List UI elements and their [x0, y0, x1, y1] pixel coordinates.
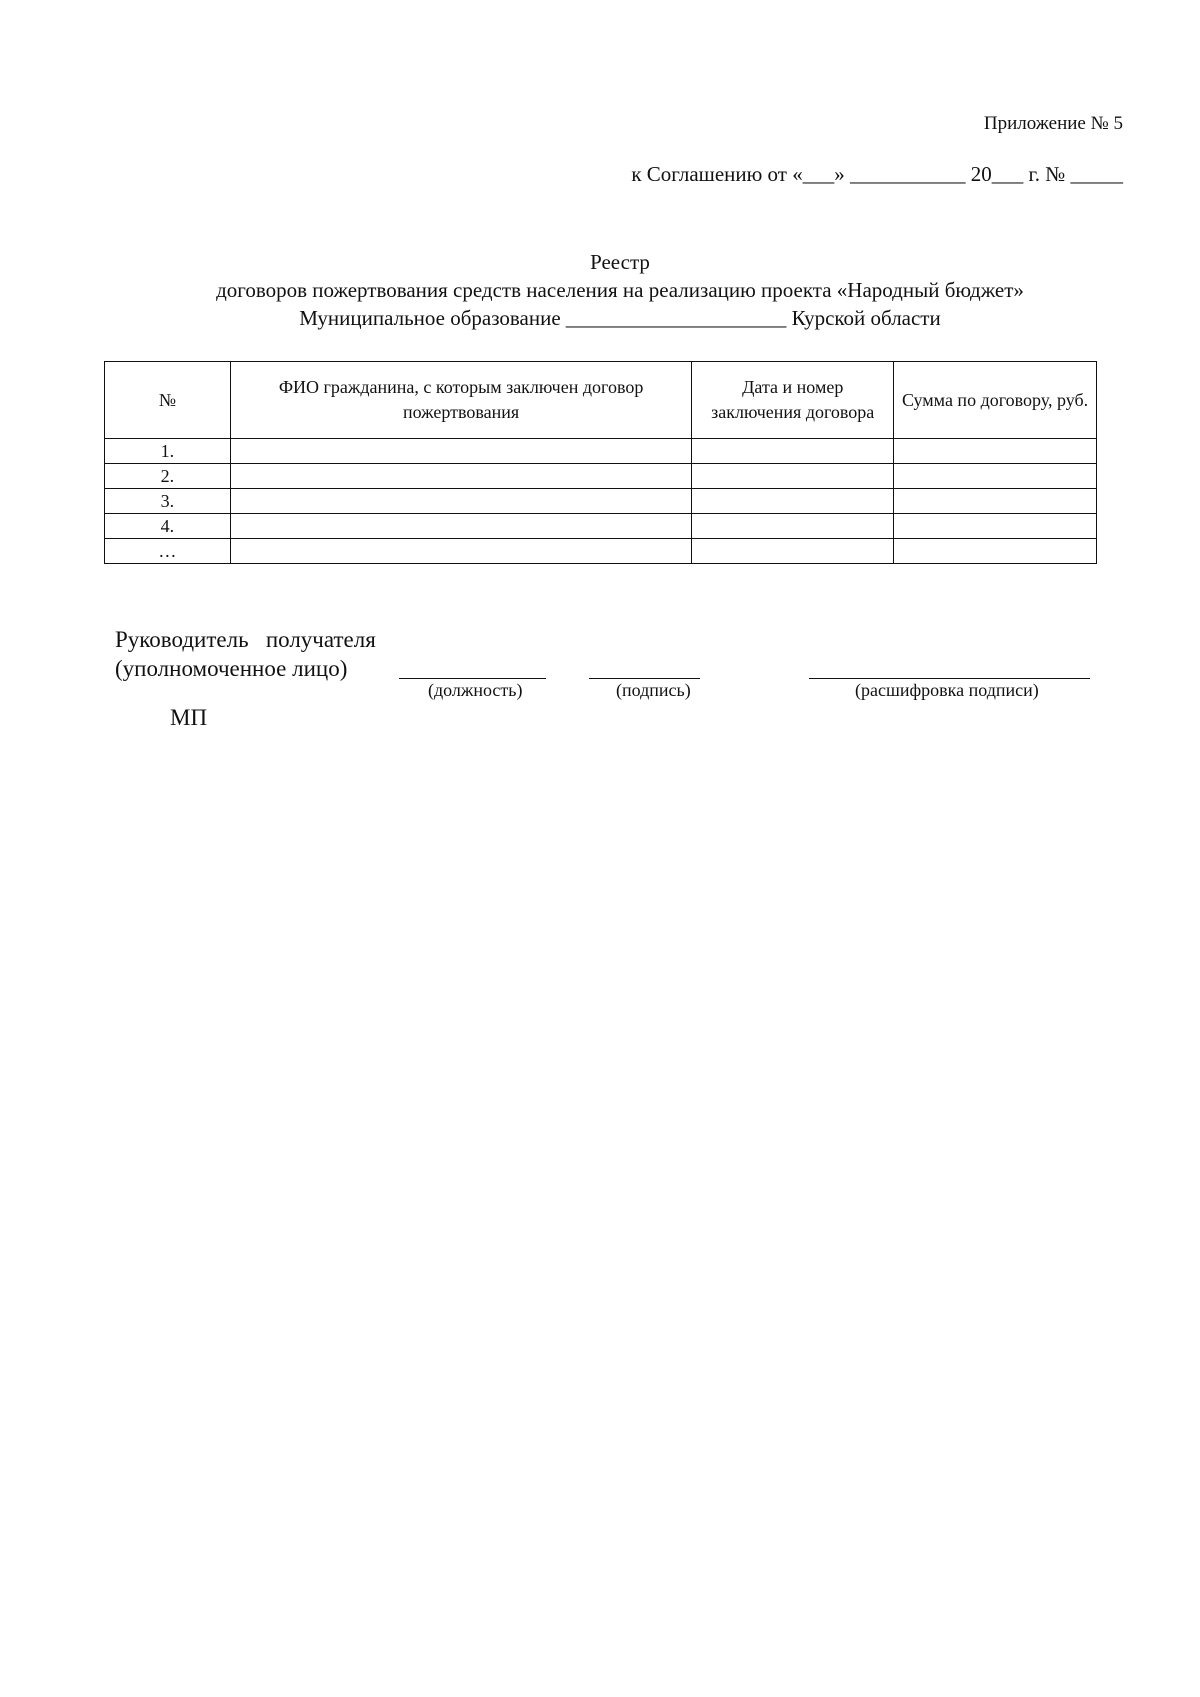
citizen-name-cell [230, 539, 691, 564]
amount-cell [894, 514, 1097, 539]
position-caption: (должность) [428, 680, 523, 700]
row-number-cell: 4. [105, 514, 231, 539]
name-blank-line [809, 678, 1090, 679]
signatory-line-authorized: (уполномоченное лицо) [115, 656, 348, 681]
amount-cell [894, 464, 1097, 489]
name-caption: (расшифровка подписи) [855, 680, 1039, 700]
table-row [105, 514, 1097, 539]
citizen-name-cell [230, 514, 691, 539]
contract-date-cell [692, 539, 894, 564]
row-number-cell: 2. [105, 464, 231, 489]
document-title [0, 248, 1200, 332]
row-number-cell: 1. [105, 439, 231, 464]
column-header-amount: Сумма по договору, руб. [894, 362, 1097, 439]
column-header-number: № [105, 362, 231, 439]
amount-cell [894, 489, 1097, 514]
citizen-name-cell [230, 464, 691, 489]
appendix-number: Приложение № 5 [983, 113, 1123, 134]
contract-date-cell [692, 489, 894, 514]
agreement-reference: к Соглашению от «___» ___________ 20___ г. № _____ [631, 162, 1123, 186]
contract-date-cell [692, 514, 894, 539]
contract-date-cell [692, 439, 894, 464]
signatory-title [115, 625, 376, 683]
table-row [105, 439, 1097, 464]
amount-cell [894, 539, 1097, 564]
column-header-citizen-name: ФИО гражданина, с которым заключен договор пожертвования [230, 362, 691, 439]
column-header-contract-date: Дата и номер заключения договора [692, 362, 894, 439]
row-number-cell: 3. [105, 489, 231, 514]
citizen-name-cell [230, 439, 691, 464]
row-number-cell: … [105, 539, 231, 564]
signature-blank-line [589, 678, 700, 679]
title-line-subject: договоров пожертвования средств населения на реализацию проекта «Народный бюджет» [216, 278, 1024, 302]
position-blank-line [399, 678, 546, 679]
amount-cell [894, 439, 1097, 464]
table-header-row [105, 362, 1097, 439]
table-row [105, 464, 1097, 489]
table-row [105, 489, 1097, 514]
signature-caption: (подпись) [616, 680, 691, 700]
title-line-registry: Реестр [590, 250, 650, 274]
registry-table [104, 361, 1097, 564]
citizen-name-cell [230, 489, 691, 514]
title-line-municipality: Муниципальное образование _____________________ Курской области [299, 306, 941, 330]
signatory-line-head: Руководитель получателя [115, 627, 376, 652]
contract-date-cell [692, 464, 894, 489]
stamp-place: МП [170, 705, 208, 730]
table-row [105, 539, 1097, 564]
